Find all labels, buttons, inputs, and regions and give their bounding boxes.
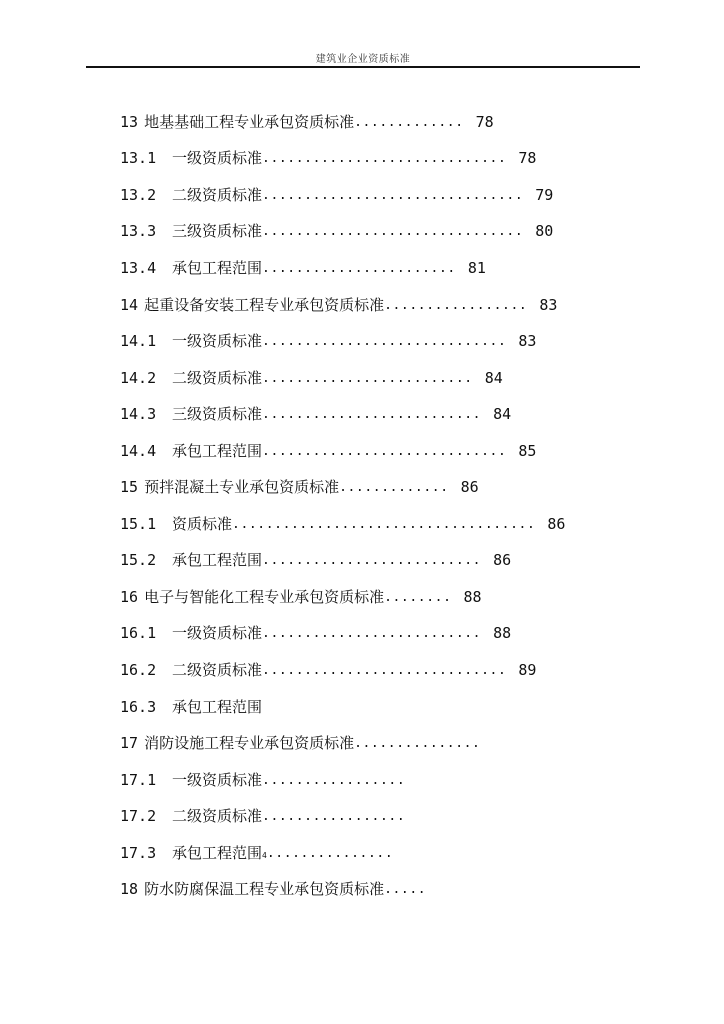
toc-entry-leader-dots: ............................. (262, 151, 507, 167)
toc-entry-title: 承包工程范围 (172, 551, 263, 570)
toc-entry-number: 14.4 (120, 441, 157, 460)
toc-entry-title: 消防设施工程专业承包资质标准 (144, 734, 355, 753)
toc-entry-leader-dots: ................. (262, 809, 406, 825)
toc-entry-title: 电子与智能化工程专业承包资质标准 (144, 587, 385, 606)
toc-entry[interactable] (120, 871, 640, 908)
toc-entry[interactable] (120, 287, 640, 324)
toc-entry[interactable] (120, 798, 640, 835)
toc-entry-number: 15 (120, 478, 139, 497)
toc-entry-leader-dots: ............. (339, 480, 449, 496)
page-header (86, 50, 640, 68)
toc-entry-leader-dots: .......................... (262, 407, 482, 423)
toc-entry-title: 一级资质标准 (172, 624, 263, 643)
toc-entry[interactable] (120, 506, 640, 543)
toc-entry-title: 三级资质标准 (172, 222, 263, 241)
toc-entry-leader-dots: ................. (384, 297, 528, 313)
toc-entry[interactable] (120, 396, 640, 433)
toc-entry-page-number: 78 (475, 112, 494, 131)
toc-entry-leader-dots: .................................... (232, 516, 536, 532)
toc-entry-leader-dots: .......................... (262, 553, 482, 569)
toc-entry-leader-dots: ............................... (262, 187, 524, 203)
toc-entry-number: 14.2 (120, 368, 157, 387)
toc-entry-page-number: 85 (518, 441, 537, 460)
toc-entry-page-number: 88 (493, 624, 512, 643)
toc-entry[interactable] (120, 250, 640, 287)
toc-entry-title: 预拌混凝土专业承包资质标准 (144, 478, 340, 497)
toc-entry[interactable] (120, 141, 640, 178)
toc-entry-leader-dots: ........ (384, 589, 452, 605)
toc-entry[interactable] (120, 433, 640, 470)
toc-entry-number: 13 (120, 112, 139, 131)
toc-entry-number: 13.4 (120, 258, 157, 277)
toc-entry-leader-dots: ......................... (262, 370, 473, 386)
toc-entry-page-number: 83 (518, 332, 537, 351)
toc-entry[interactable] (120, 214, 640, 251)
toc-entry[interactable] (120, 469, 640, 506)
toc-entry-number: 17 (120, 734, 139, 753)
toc-entry[interactable] (120, 652, 640, 689)
toc-entry-mark: 4 (262, 851, 267, 861)
toc-entry-number: 13.2 (120, 185, 157, 204)
toc-entry-number: 18 (120, 880, 139, 899)
toc-entry-leader-dots: ............................. (262, 334, 507, 350)
toc-entry-leader-dots: ............... (266, 845, 394, 861)
toc-entry-number: 13.1 (120, 149, 157, 168)
toc-entry-leader-dots: ............................... (262, 224, 524, 240)
toc-entry-title: 一级资质标准 (172, 332, 263, 351)
toc-entry-title: 承包工程范围 (172, 441, 263, 460)
toc-entry-number: 16.3 (120, 697, 157, 716)
toc-entry-number: 14 (120, 295, 139, 314)
toc-entry-leader-dots: ................. (262, 772, 406, 788)
toc-entry[interactable] (120, 835, 640, 872)
toc-entry-page-number: 88 (463, 587, 482, 606)
toc-entry-number: 13.3 (120, 222, 157, 241)
toc-entry-page-number: 84 (493, 405, 512, 424)
toc-entry-number: 15.2 (120, 551, 157, 570)
toc-entry-page-number: 86 (493, 551, 512, 570)
toc-entry[interactable] (120, 762, 640, 799)
toc-entry-page-number: 86 (547, 514, 566, 533)
toc-entry-title: 承包工程范围 (172, 258, 263, 277)
toc-entry-number: 16.1 (120, 624, 157, 643)
toc-entry-leader-dots: ..... (384, 882, 427, 898)
toc-entry[interactable] (120, 579, 640, 616)
toc-entry-leader-dots: ............... (354, 736, 481, 752)
toc-entry-number: 17.1 (120, 770, 157, 789)
table-of-contents (120, 104, 640, 908)
toc-entry-title: 承包工程范围 (172, 697, 263, 716)
toc-entry-number: 14.1 (120, 332, 157, 351)
toc-entry-title: 一级资质标准 (172, 149, 263, 168)
toc-entry-leader-dots: ............................. (262, 443, 507, 459)
toc-entry-title: 起重设备安装工程专业承包资质标准 (144, 295, 385, 314)
toc-entry-number: 16 (120, 587, 139, 606)
toc-entry-leader-dots: ............................. (262, 662, 507, 678)
toc-entry-title: 二级资质标准 (172, 185, 263, 204)
toc-entry-title: 资质标准 (172, 514, 233, 533)
toc-entry-number: 16.2 (120, 660, 157, 679)
toc-entry[interactable] (120, 689, 640, 726)
toc-entry-page-number: 89 (518, 660, 537, 679)
toc-entry-title: 地基基础工程专业承包资质标准 (144, 112, 355, 131)
toc-entry[interactable] (120, 543, 640, 580)
toc-entry-title: 三级资质标准 (172, 405, 263, 424)
toc-entry-page-number: 78 (518, 149, 537, 168)
toc-entry-number: 17.2 (120, 807, 157, 826)
toc-entry[interactable] (120, 616, 640, 653)
toc-entry-title: 防水防腐保温工程专业承包资质标准 (144, 880, 385, 899)
toc-entry-title: 承包工程范围 (172, 843, 263, 862)
page-header-title: 建筑业企业资质标准 (315, 54, 411, 65)
toc-entry[interactable] (120, 360, 640, 397)
toc-entry-page-number: 79 (535, 185, 554, 204)
toc-entry-title: 二级资质标准 (172, 660, 263, 679)
toc-entry-page-number: 84 (484, 368, 503, 387)
toc-entry-title: 二级资质标准 (172, 807, 263, 826)
toc-entry-title: 二级资质标准 (172, 368, 263, 387)
toc-entry[interactable] (120, 177, 640, 214)
toc-entry-leader-dots: .......................... (262, 626, 482, 642)
toc-entry[interactable] (120, 725, 640, 762)
toc-entry-page-number: 83 (539, 295, 558, 314)
toc-entry-page-number: 80 (535, 222, 554, 241)
toc-entry-number: 14.3 (120, 405, 157, 424)
toc-entry-leader-dots: ............. (354, 114, 464, 130)
toc-entry-page-number: 86 (460, 478, 479, 497)
toc-entry-leader-dots: ....................... (262, 260, 456, 276)
toc-entry-title: 一级资质标准 (172, 770, 263, 789)
toc-entry[interactable] (120, 323, 640, 360)
toc-entry-number: 15.1 (120, 514, 157, 533)
toc-entry[interactable] (120, 104, 640, 141)
toc-entry-page-number: 81 (467, 258, 486, 277)
toc-entry-number: 17.3 (120, 843, 157, 862)
